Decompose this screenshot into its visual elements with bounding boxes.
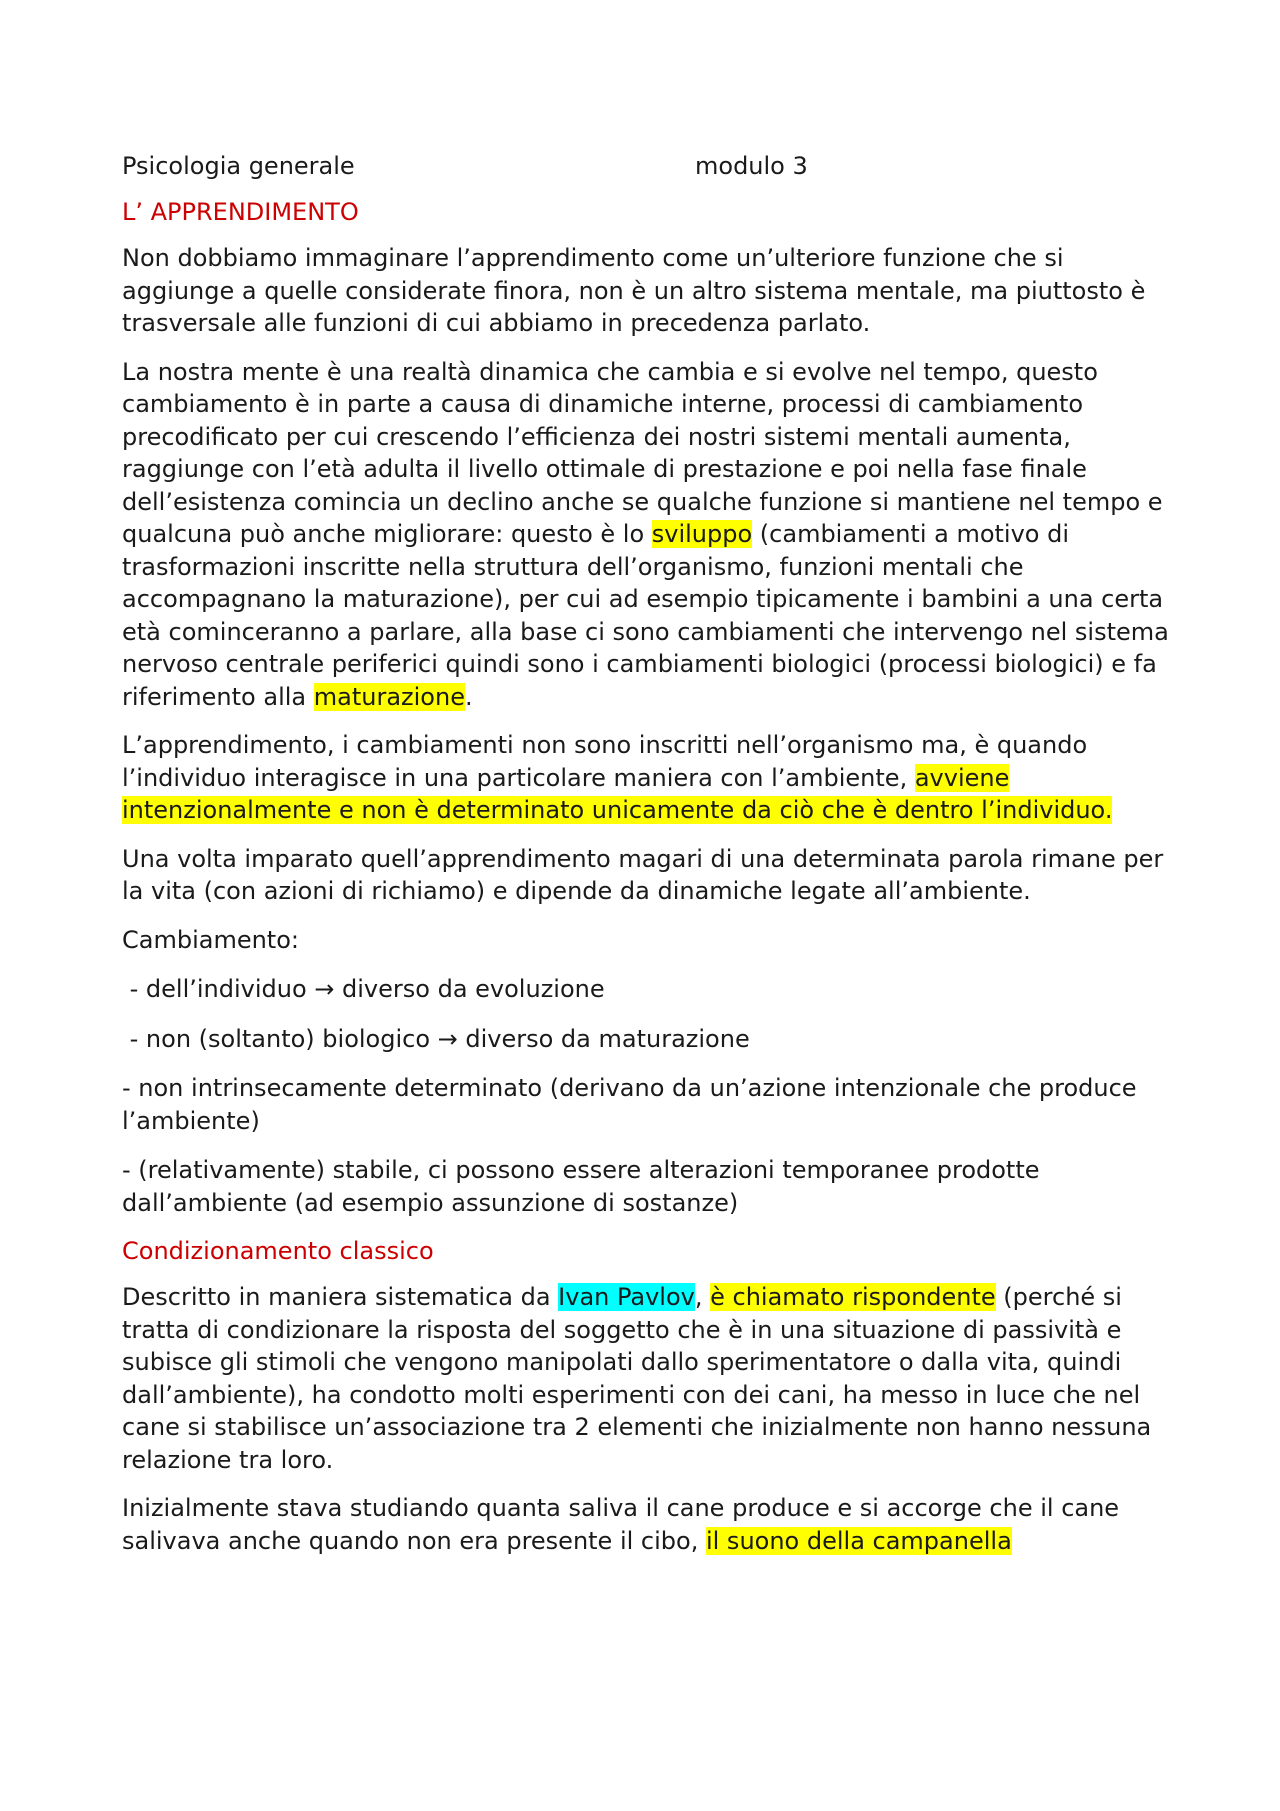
text-run: Inizialmente stava studiando quanta saliva il cane produce e si accorge che il cane salivava anche quando non era presente il cibo, <box>122 1494 1120 1555</box>
text-run: L’apprendimento, i cambiamenti non sono inscritti nell’organismo ma, è quando l’individuo interagisce in una particolare maniera con l’ambiente, <box>122 731 1088 792</box>
list-item: - non (soltanto) biologico → diverso da maturazione <box>122 1024 750 1053</box>
text-run: (cambiamenti a motivo di trasformazioni inscritte nella struttura dell’organismo, funzioni mentali che accompagnano la maturazione), per cui ad esempio tipicamente i bambini a una certa età cominceranno a parlare, alla base ci sono cambiamenti che intervengo nel sistema nervoso centrale periferici quindi sono i cambiamenti biologici (processi biologici) e fa riferimento alla <box>122 520 1169 711</box>
page-header <box>122 150 1172 184</box>
highlight-intenzionale: avviene intenzionalmente e non è determinato unicamente da ciò che è dentro l’individuo. <box>122 763 1113 824</box>
list-item: - dell’individuo → diverso da evoluzione <box>122 975 605 1003</box>
highlight-maturazione: maturazione <box>313 682 465 711</box>
course-title: Psicologia generale <box>122 152 355 180</box>
paragraph-sviluppo <box>122 356 1172 714</box>
text-run: Descritto in maniera sistematica da <box>122 1283 559 1311</box>
paragraph-saliva <box>122 1492 1172 1557</box>
paragraph-pavlov <box>122 1281 1172 1476</box>
highlight-sviluppo: sviluppo <box>651 520 753 548</box>
list-item: - non intrinsecamente determinato (derivano da un’azione intenzionale che produce l’ambiente) <box>122 1074 1137 1135</box>
section-title-apprendimento: L’ APPRENDIMENTO <box>122 198 359 226</box>
highlight-ivan-pavlov: Ivan Pavlov <box>558 1283 695 1311</box>
text-run: , <box>694 1283 711 1311</box>
text-run: (perché si tratta di condizionare la risposta del soggetto che è in una situazione di passività e subisce gli stimoli che vengono manipolati dallo sperimentatore o dalla vita, quindi dall’ambiente), ha condotto molti esperimenti con dei cani, ha messo in luce che nel cane si stabilisce un’associazione tra 2 elementi che inizialmente non hanno nessuna relazione tra loro. <box>122 1283 1152 1474</box>
list-item: - (relativamente) stabile, ci possono essere alterazioni temporanee prodotte dall’ambiente (ad esempio assunzione di sostanze) <box>122 1156 1040 1217</box>
document-body <box>122 150 1172 1573</box>
cambiamento-label: Cambiamento: <box>122 925 299 954</box>
paragraph-intro: Non dobbiamo immaginare l’apprendimento come un’ulteriore funzione che si aggiunge a quelle considerate finora, non è un altro sistema mentale, ma piuttosto è trasversale alle funzioni di cui abbiamo in precedenza parlato. <box>122 244 1146 337</box>
module-label: modulo 3 <box>695 152 808 180</box>
text-run: La nostra mente è una realtà dinamica che cambia e si evolve nel tempo, questo cambiamento è in parte a causa di dinamiche interne, processi di cambiamento precodificato per cui crescendo l’efficienza dei nostri sistemi mentali aumenta, raggiunge con l’età adulta il livello ottimale di prestazione e poi nella fase finale dell’esistenza comincia un declino anche se qualche funzione si mantiene nel tempo e qualcuna può anche migliorare: questo è lo <box>122 357 1163 548</box>
paragraph-una-volta: Una volta imparato quell’apprendimento magari di una determinata parola rimane per la vita (con azioni di richiamo) e dipende da dinamiche legate all’ambiente. <box>122 844 1164 905</box>
section-title-condizionamento: Condizionamento classico <box>122 1237 434 1265</box>
text-run: . <box>464 682 473 711</box>
highlight-campanella: il suono della campanella <box>705 1526 1012 1555</box>
highlight-rispondente: è chiamato rispondente <box>710 1283 996 1311</box>
paragraph-apprendimento <box>122 729 1172 827</box>
